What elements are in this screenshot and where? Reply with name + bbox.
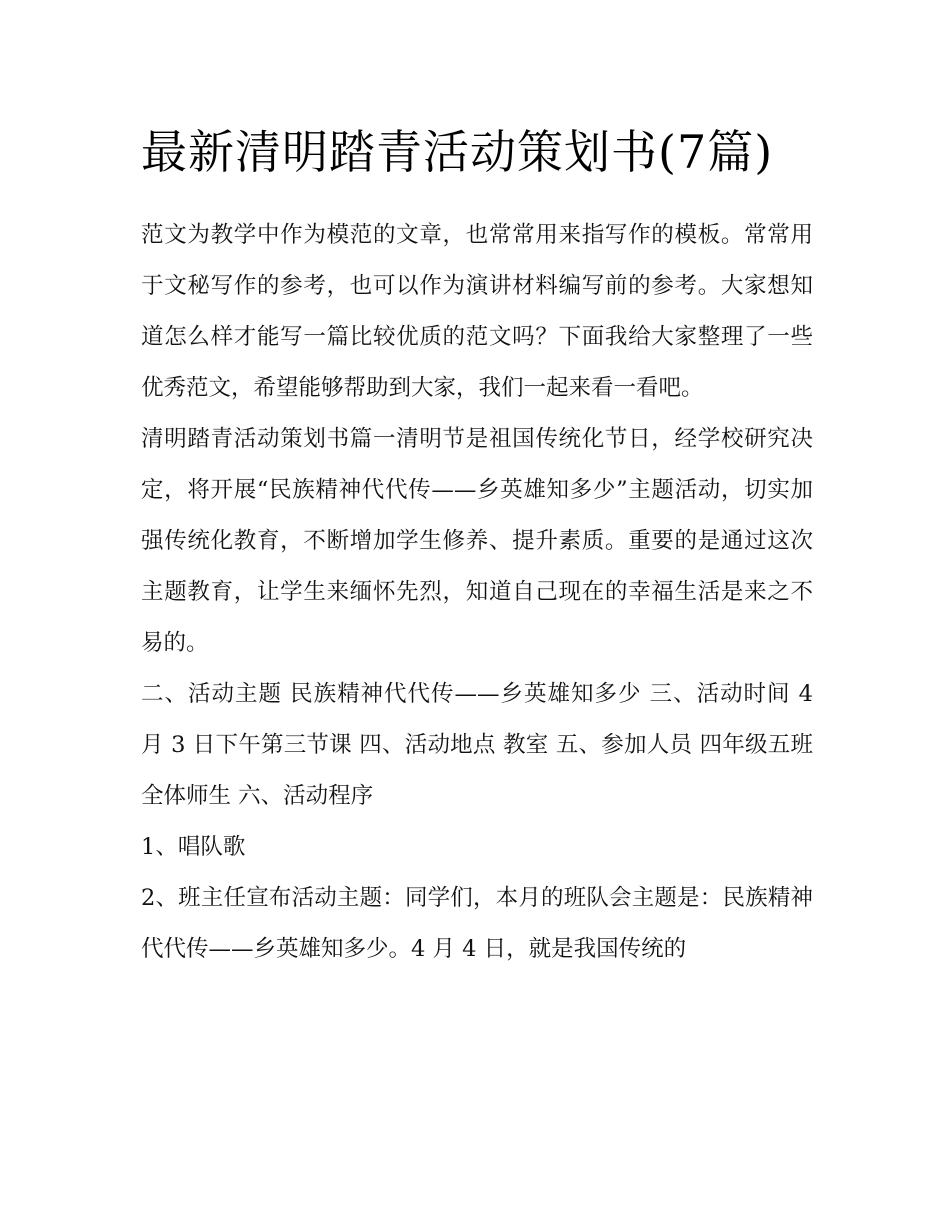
document-page — [141, 112, 813, 975]
document-title: 最新清明踏青活动策划书(7篇) — [141, 125, 774, 179]
paragraph-intro: 范文为教学中作为模范的文章，也常常用来指写作的模板。常常用于文秘写作的参考，也可以作为演讲材料编写前的参考。大家想知道怎么样才能写一篇比较优质的范文吗？下面我给大家整理了一些优秀范文，希望能够帮助到大家，我们一起来看一看吧。 — [141, 222, 813, 401]
paragraph-activity-details: 二、活动主题 民族精神代代传——乡英雄知多少 三、活动时间 4 月 3 日下午第三节课 四、活动地点 教室 五、参加人员 四年级五班全体师生 六、活动程序 — [141, 681, 813, 809]
paragraph-section-one: 清明踏青活动策划书篇一清明节是祖国传统化节日，经学校研究决定，将开展“民族精神代代传——乡英雄知多少”主题活动，切实加强传统化教育，不断增加学生修养、提升素质。重要的是通过这次主题教育，让学生来缅怀先烈，知道自己现在的幸福生活是来之不易的。 — [141, 426, 813, 656]
paragraph-step-two: 2、班主任宣布活动主题：同学们，本月的班队会主题是：民族精神代代传——乡英雄知多少。4 月 4 日，就是我国传统的 — [141, 885, 813, 962]
paragraph-step-one: 1、唱队歌 — [141, 834, 246, 860]
